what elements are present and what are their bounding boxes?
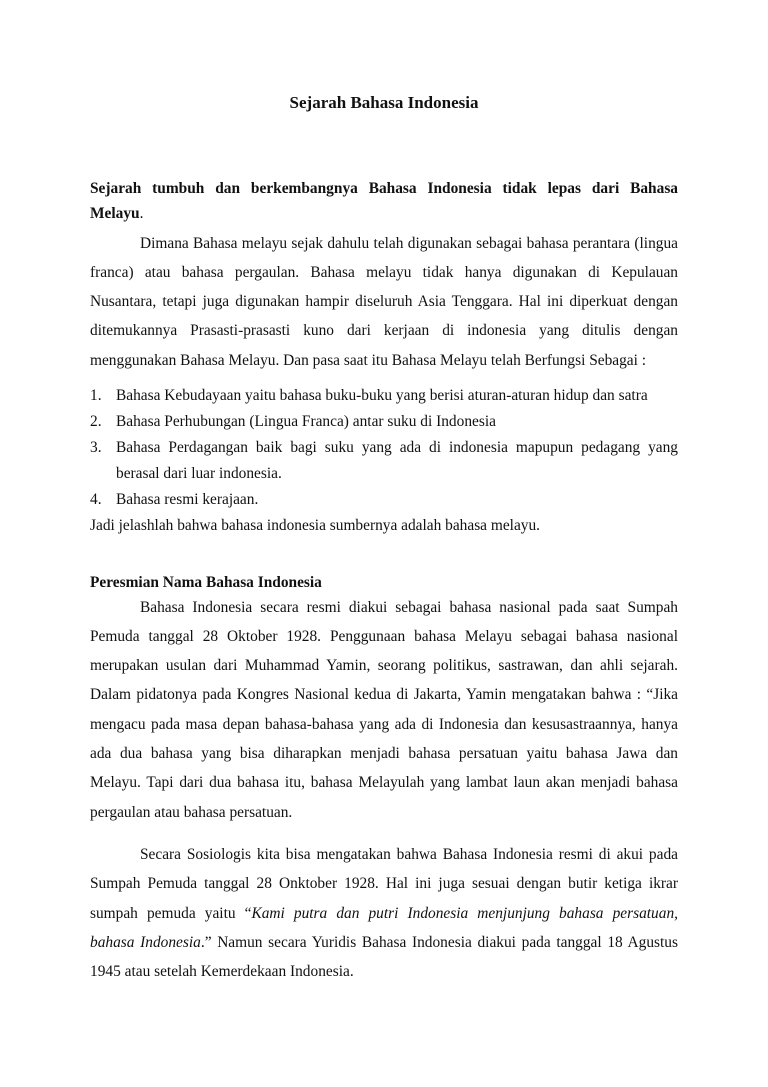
- list-item: [90, 409, 678, 435]
- paragraph-peresmian: [90, 593, 678, 827]
- text-line: [90, 840, 678, 869]
- text-run: .” Namun secara Yuridis Bahasa Indonesia diakui pada tanggal 18 Agustus: [200, 933, 678, 951]
- italic-text: Kami putra dan putri Indonesia menjunjung bahasa persatuan,: [251, 904, 678, 922]
- paragraph-sosiologis: [90, 840, 678, 986]
- text-line: [90, 957, 678, 986]
- function-list: [90, 383, 678, 539]
- list-item: [90, 383, 678, 409]
- intro-paragraph: [90, 176, 678, 226]
- list-text: Bahasa Perdagangan baik bagi suku yang ada di indonesia mapupun pedagang yang: [116, 439, 678, 456]
- text-line: mengacu pada masa depan bahasa-bahasa yang ada di Indonesia dan kesusastraannya, hanya: [90, 715, 678, 733]
- text-line: merupakan usulan dari Muhammad Yamin, seorang politikus, sastrawan, dan ahli sejarah.: [90, 657, 678, 675]
- list-number: 4.: [90, 491, 102, 508]
- bold-text: Melayu: [90, 205, 140, 222]
- text-run: Secara Sosiologis kita bisa mengatakan bahwa Bahasa Indonesia resmi di akui pada: [140, 846, 678, 863]
- list-number: 3.: [90, 439, 102, 456]
- text-line: Bahasa Indonesia secara resmi diakui sebagai bahasa nasional pada saat Sumpah: [140, 598, 678, 616]
- text-line: Melayu. Tapi dari dua bahasa itu, bahasa Melayulah yang lambat laun akan menjadi bahasa: [90, 774, 678, 792]
- text-line: Dimana Bahasa melayu sejak dahulu telah digunakan sebagai bahasa perantara (lingua: [140, 234, 678, 252]
- italic-text: bahasa Indonesia: [90, 933, 201, 951]
- list-text: Bahasa Kebudayaan yaitu bahasa buku-buku yang berisi aturan-aturan hidup dan satra: [116, 387, 648, 404]
- list-number: 2.: [90, 413, 102, 430]
- text-line: [90, 869, 678, 898]
- document-title: Sejarah Bahasa Indonesia: [289, 93, 479, 112]
- text-line: Dalam pidatonya pada Kongres Nasional kedua di Jakarta, Yamin mengatakan bahwa : “Jika: [90, 686, 678, 704]
- list-item: [90, 435, 678, 461]
- bold-text: Sejarah tumbuh dan berkembangnya Bahasa Indonesia tidak lepas dari Bahasa: [90, 180, 678, 197]
- text-run: .: [139, 205, 144, 222]
- section-heading-text: Peresmian Nama Bahasa Indonesia: [90, 574, 322, 591]
- text-line: [90, 176, 678, 201]
- text-run: Sumpah Pemuda tanggal 28 Onktober 1928. Hal ini juga sesuai dengan butir ketiga ikrar: [90, 875, 678, 893]
- text-line: Pemuda tanggal 28 Oktober 1928. Penggunaan bahasa Melayu sebagai bahasa nasional: [90, 627, 678, 645]
- text-line: menggunakan Bahasa Melayu. Dan pasa saat itu Bahasa Melayu telah Berfungsi Sebagai :: [90, 351, 647, 369]
- list-item: berasal dari luar indonesia.: [116, 465, 282, 482]
- conclusion-text: Jadi jelashlah bahwa bahasa indonesia sumbernya adalah bahasa melayu.: [90, 517, 541, 534]
- list-text: Bahasa Perhubungan (Lingua Franca) antar suku di Indonesia: [116, 413, 496, 430]
- list-text: Bahasa resmi kerajaan.: [116, 491, 259, 508]
- text-run: sumpah pemuda yaitu “: [90, 904, 252, 922]
- text-line: Nusantara, tetapi juga digunakan hampir diseluruh Asia Tenggara. Hal ini diperkuat dengan: [90, 293, 678, 311]
- list-number: 1.: [90, 387, 102, 404]
- text-run: 1945 atau setelah Kemerdekaan Indonesia.: [90, 963, 354, 981]
- text-line: [90, 928, 678, 957]
- text-line: franca) atau bahasa pergaulan. Bahasa melayu tidak hanya digunakan di Kepulauan: [90, 263, 678, 281]
- paragraph-melayu: [90, 229, 678, 375]
- text-line: ditemukannya Prasasti-prasasti kuno dari kerjaan di indonesia yang ditulis dengan: [90, 322, 678, 340]
- text-line: [90, 201, 678, 226]
- text-line: pergaulan atau bahasa persatuan.: [90, 803, 293, 821]
- text-line: [90, 899, 678, 928]
- section-heading: [90, 571, 678, 595]
- list-item: [90, 487, 678, 513]
- text-line: ada dua bahasa yang bisa diharapkan menjadi bahasa persatuan yaitu bahasa Jawa dan: [90, 744, 678, 762]
